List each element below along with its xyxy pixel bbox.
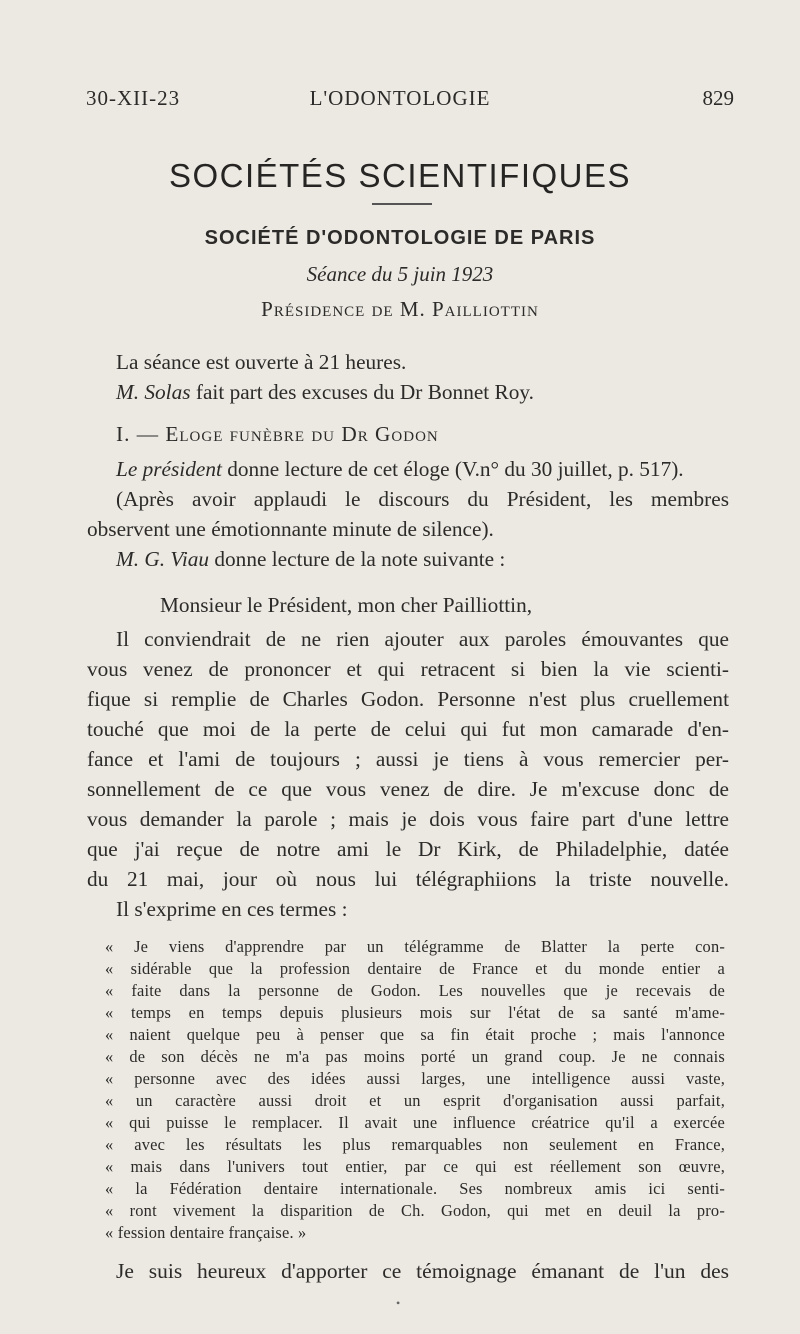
quote-line: « ront vivement la disparition de Ch. Godon, qui met en deuil la pro- <box>105 1201 725 1220</box>
intro-line-1: La séance est ouverte à 21 heures. <box>116 350 407 374</box>
title-divider <box>372 203 432 205</box>
body-line-3: observent une émotionnante minute de silence). <box>87 517 494 541</box>
body-line-4-speaker: M. G. Viau <box>116 547 210 571</box>
letter-line: Il conviendrait de ne rien ajouter aux paroles émouvantes que <box>116 627 729 651</box>
quote-line: « naient quelque peu à penser que sa fin était proche ; mais l'annonce <box>105 1025 725 1044</box>
quote-line: « la Fédération dentaire internationale. Ses nombreux amis ici senti- <box>105 1179 725 1198</box>
quote-line: « sidérable que la profession dentaire de France et du monde entier a <box>105 959 725 978</box>
quote-line: « fession dentaire française. » <box>105 1223 307 1242</box>
letter-expression-line: Il s'exprime en ces termes : <box>116 897 348 921</box>
quote-line: « Je viens d'apprendre par un télégramme de Blatter la perte con- <box>105 937 725 956</box>
quote-line: « de son décès ne m'a pas moins porté un grand coup. Je ne connais <box>105 1047 725 1066</box>
quote-line: « qui puisse le remplacer. Il avait une influence créatrice qu'il a exercée <box>105 1113 725 1132</box>
intro-line-2 <box>116 377 729 407</box>
running-header <box>0 86 800 116</box>
letter-line: fique si remplie de Charles Godon. Personne n'est plus cruellement <box>87 687 729 711</box>
presidency-line: Présidence de M. Pailliottin <box>261 297 539 321</box>
letter-salutation: Monsieur le Président, mon cher Pailliottin, <box>160 593 533 617</box>
closing-line: Je suis heureux d'apporter ce témoignage émanant de l'un des <box>116 1259 729 1283</box>
quote-line: « personne avec des idées aussi larges, une intelligence aussi vaste, <box>105 1069 725 1088</box>
body-line-4 <box>116 544 729 574</box>
quote-line: « faite dans la personne de Godon. Les nouvelles que je recevais de <box>105 981 725 1000</box>
quote-line: « un caractère aussi droit et un esprit d'organisation aussi parfait, <box>105 1091 725 1110</box>
body-line-2: (Après avoir applaudi le discours du Président, les membres <box>116 487 729 511</box>
letter-line: fance et l'ami de toujours ; aussi je tiens à vous remercier per- <box>87 747 729 771</box>
body-line-1 <box>116 454 729 484</box>
section-heading: I. — Eloge funèbre du Dr Godon <box>116 422 439 446</box>
header-date: 30-XII-23 <box>86 86 181 110</box>
letter-line: vous venez de prononcer et qui retracent si bien la vie scienti- <box>87 657 729 681</box>
quote-line: « temps en temps depuis plusieurs mois sur l'état de sa santé m'ame- <box>105 1003 725 1022</box>
body-line-1-text: donne lecture de cet éloge (V.n° du 30 juillet, p. 517). <box>221 457 684 481</box>
letter-line: sonnellement de ce que vous venez de dire. Je m'excuse donc de <box>87 777 729 801</box>
intro-line-2-text: fait part des excuses du Dr Bonnet Roy. <box>190 380 534 404</box>
letter-line: vous demander la parole ; mais je dois vous faire part d'une lettre <box>87 807 729 831</box>
letter-line: du 21 mai, jour où nous lui télégraphiions la triste nouvelle. <box>87 867 729 891</box>
header-journal-title: L'ODONTOLOGIE <box>309 86 491 110</box>
quote-line: « avec les résultats les plus remarquables non seulement en France, <box>105 1135 725 1154</box>
page-footer-mark: • <box>396 1296 401 1310</box>
speaker-name: M. Solas <box>116 380 191 404</box>
body-line-4-text: donne lecture de la note suivante : <box>209 547 506 571</box>
quote-line: « mais dans l'univers tout entier, par ce qui est réellement son œuvre, <box>105 1157 725 1176</box>
letter-line: que j'ai reçue de notre ami le Dr Kirk, de Philadelphie, datée <box>87 837 729 861</box>
letter-line: touché que moi de la perte de celui qui fut mon camarade d'en- <box>87 717 729 741</box>
society-heading: SOCIÉTÉ D'ODONTOLOGIE DE PARIS <box>204 227 596 249</box>
body-line-1-speaker: Le président <box>116 457 222 481</box>
session-date: Séance du 5 juin 1923 <box>306 262 494 286</box>
page-title: SOCIÉTÉS SCIENTIFIQUES <box>168 157 632 194</box>
header-page-number: 829 <box>702 86 734 110</box>
